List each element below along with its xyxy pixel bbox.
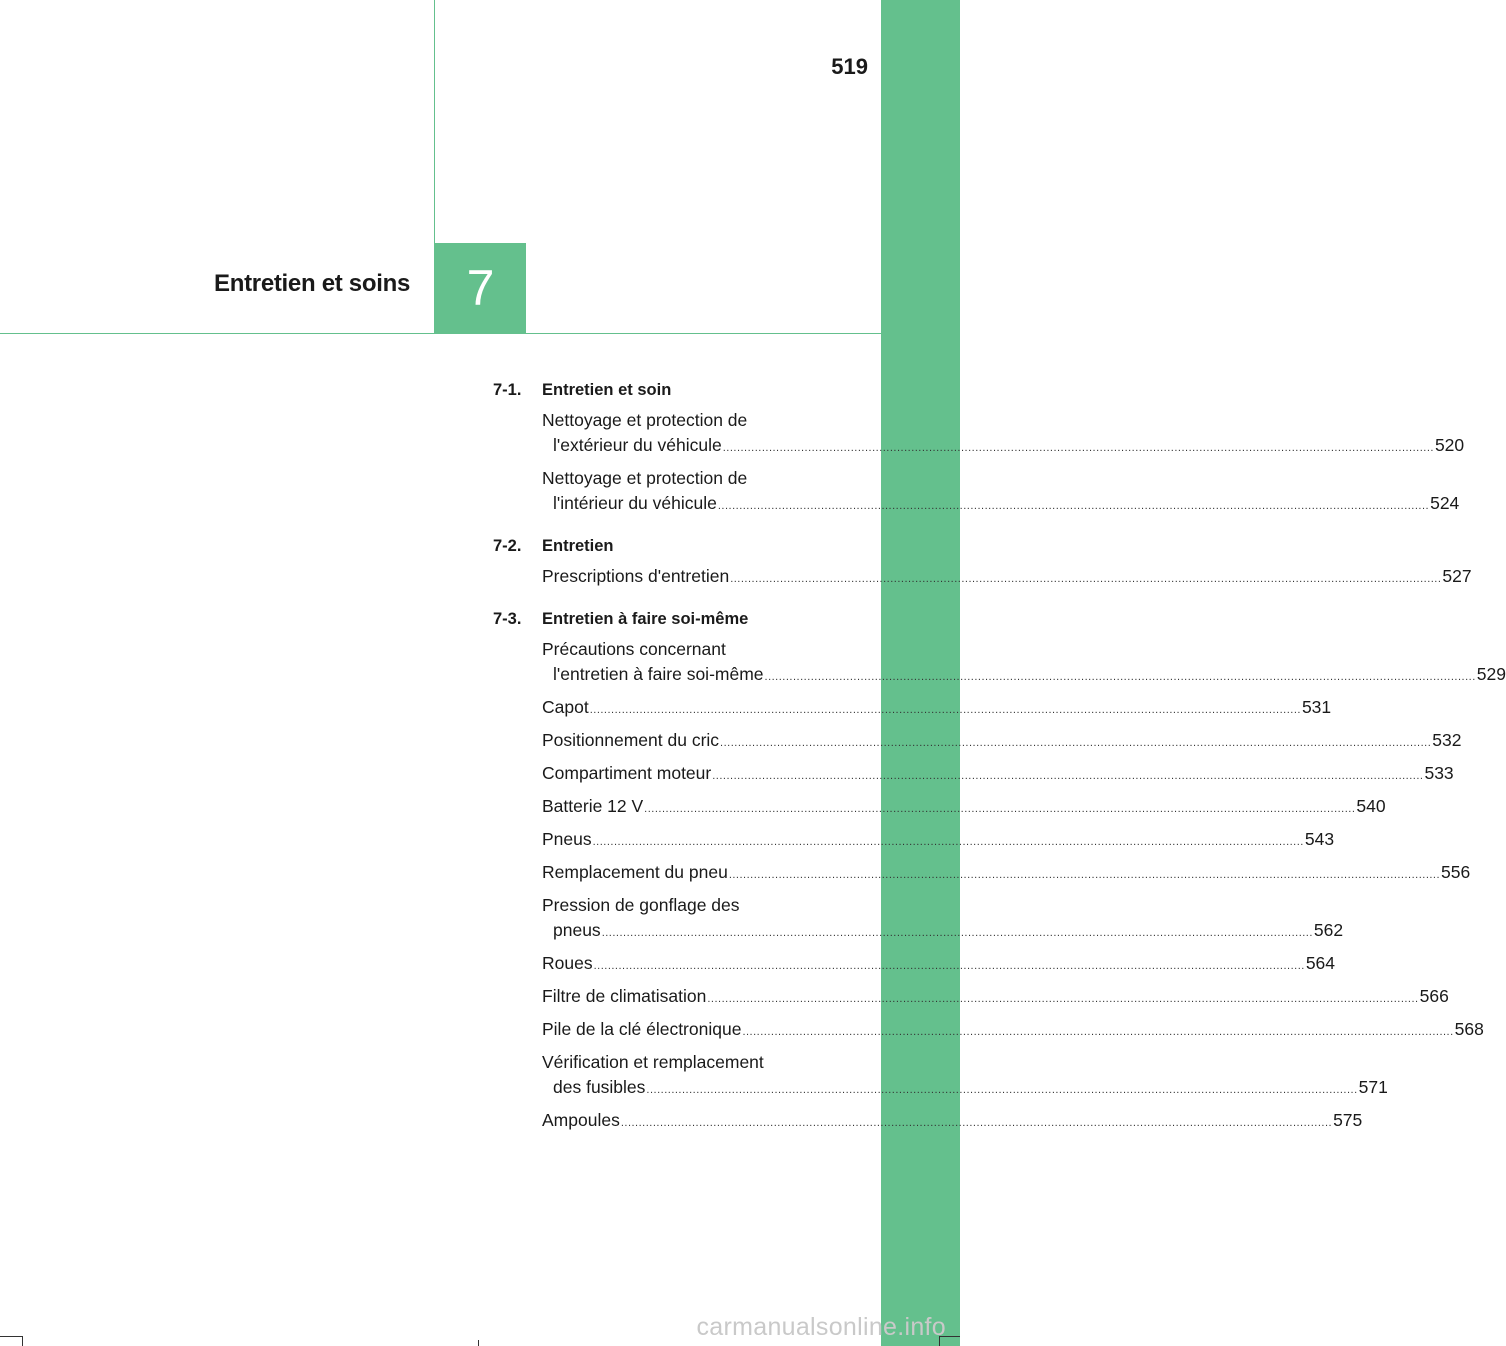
toc-entry-title-line: Nettoyage et protection de <box>542 410 748 430</box>
section-title: Entretien <box>542 537 614 555</box>
section-title: Entretien à faire soi-même <box>542 610 749 628</box>
toc-entry-title-line: Vérification et remplacement <box>542 1052 764 1072</box>
toc-entry[interactable] <box>542 984 1449 1012</box>
crop-mark <box>22 1336 23 1346</box>
dot-leader: ........................................................................................................................................................................................................ <box>644 803 1356 815</box>
dot-leader: ........................................................................................................................................................................................................ <box>620 1117 1333 1129</box>
toc-entry-page: 520 <box>1434 435 1465 455</box>
toc-entry-page: 543 <box>1304 829 1335 849</box>
dot-leader: ........................................................................................................................................................................................................ <box>712 770 1424 782</box>
toc-entry-title: Remplacement du pneu <box>542 862 728 882</box>
toc-entry[interactable] <box>542 951 1336 979</box>
toc-entry-title: Batterie 12 V <box>542 796 644 816</box>
dot-leader: ........................................................................................................................................................................................................ <box>589 704 1301 716</box>
toc-entry-page: 571 <box>1358 1077 1388 1097</box>
toc-entry-page: 527 <box>1442 566 1472 586</box>
toc-entry[interactable] <box>542 1050 1388 1103</box>
toc-entry-title-line: Pression de gonflage des <box>542 895 740 915</box>
toc-entry-page: 540 <box>1356 796 1386 816</box>
watermark: carmanualsonline.info <box>696 1313 946 1341</box>
toc-section <box>493 377 1465 519</box>
chapter-number-badge: 7 <box>435 243 526 333</box>
dot-leader: ........................................................................................................................................................................................................ <box>707 993 1419 1005</box>
toc-entry-title: Capot <box>542 697 589 717</box>
toc-entry-page: 532 <box>1432 730 1462 750</box>
dot-leader: ........................................................................................................................................................................................................ <box>592 836 1304 848</box>
page-number: 519 <box>831 54 868 79</box>
toc-entry[interactable] <box>542 794 1386 822</box>
table-of-contents <box>493 377 1506 1150</box>
toc-section <box>493 533 1472 592</box>
toc-entry[interactable] <box>542 1108 1363 1136</box>
header-divider-horizontal <box>0 333 881 334</box>
section-heading <box>493 533 823 559</box>
toc-entry-page: 568 <box>1454 1019 1484 1039</box>
toc-entry[interactable] <box>542 728 1462 756</box>
toc-entry-title: Pile de la clé électronique <box>542 1019 742 1039</box>
toc-entry-page: 564 <box>1305 953 1336 973</box>
toc-entry-page: 566 <box>1419 986 1449 1006</box>
toc-entry-title: Roues <box>542 953 593 973</box>
dot-leader: ........................................................................................................................................................................................................ <box>601 927 1313 939</box>
toc-entry-title: l'extérieur du véhicule <box>553 435 722 455</box>
toc-entry[interactable] <box>542 827 1335 855</box>
chapter-title: Entretien et soins <box>214 270 410 297</box>
toc-entry-title-line: Précautions concernant <box>542 639 726 659</box>
toc-entry-title: Prescriptions d'entretien <box>542 566 730 586</box>
toc-entry-page: 556 <box>1441 862 1471 882</box>
section-heading <box>493 377 823 403</box>
toc-entry[interactable] <box>542 1017 1484 1045</box>
toc-entry-title: Compartiment moteur <box>542 763 712 783</box>
toc-entry-title: l'entretien à faire soi-même <box>553 664 764 684</box>
toc-entry[interactable] <box>542 860 1471 888</box>
toc-entry[interactable] <box>542 564 1472 592</box>
section-title: Entretien et soin <box>542 381 672 399</box>
toc-entry-title: Pneus <box>542 829 592 849</box>
dot-leader: ........................................................................................................................................................................................................ <box>720 737 1432 749</box>
toc-entry-title: pneus <box>553 920 601 940</box>
toc-entry[interactable] <box>542 695 1332 723</box>
toc-entry-title-line: Nettoyage et protection de <box>542 468 748 488</box>
toc-entry-page: 531 <box>1301 697 1332 717</box>
toc-entry[interactable] <box>542 466 1460 519</box>
section-number: 7-2. <box>493 537 522 555</box>
toc-entry-page: 562 <box>1313 920 1344 940</box>
section-heading <box>493 606 823 632</box>
dot-leader: ........................................................................................................................................................................................................ <box>764 671 1476 683</box>
crop-mark <box>0 1336 22 1337</box>
dot-leader: ........................................................................................................................................................................................................ <box>728 869 1441 881</box>
dot-leader: ........................................................................................................................................................................................................ <box>717 500 1430 512</box>
dot-leader: ........................................................................................................................................................................................................ <box>730 573 1442 585</box>
toc-entry-page: 529 <box>1476 664 1506 684</box>
toc-entry[interactable] <box>542 637 1506 690</box>
toc-entry[interactable] <box>542 761 1454 789</box>
toc-entry[interactable] <box>542 893 1344 946</box>
toc-section <box>493 606 1506 1136</box>
toc-entry-title: des fusibles <box>553 1077 646 1097</box>
toc-entry-title: Positionnement du cric <box>542 730 720 750</box>
dot-leader: ........................................................................................................................................................................................................ <box>742 1026 1454 1038</box>
section-number: 7-3. <box>493 610 522 628</box>
dot-leader: ........................................................................................................................................................................................................ <box>593 960 1305 972</box>
crop-mark <box>478 1340 479 1346</box>
toc-entry-page: 575 <box>1333 1110 1363 1130</box>
dot-leader: ........................................................................................................................................................................................................ <box>722 442 1434 454</box>
toc-entry-page: 533 <box>1424 763 1454 783</box>
section-number: 7-1. <box>493 381 522 399</box>
toc-entry-page: 524 <box>1430 493 1460 513</box>
toc-entry-title: Filtre de climatisation <box>542 986 707 1006</box>
toc-entry[interactable] <box>542 408 1465 461</box>
toc-entry-title: Ampoules <box>542 1110 620 1130</box>
dot-leader: ........................................................................................................................................................................................................ <box>646 1084 1358 1096</box>
toc-entry-title: l'intérieur du véhicule <box>553 493 717 513</box>
